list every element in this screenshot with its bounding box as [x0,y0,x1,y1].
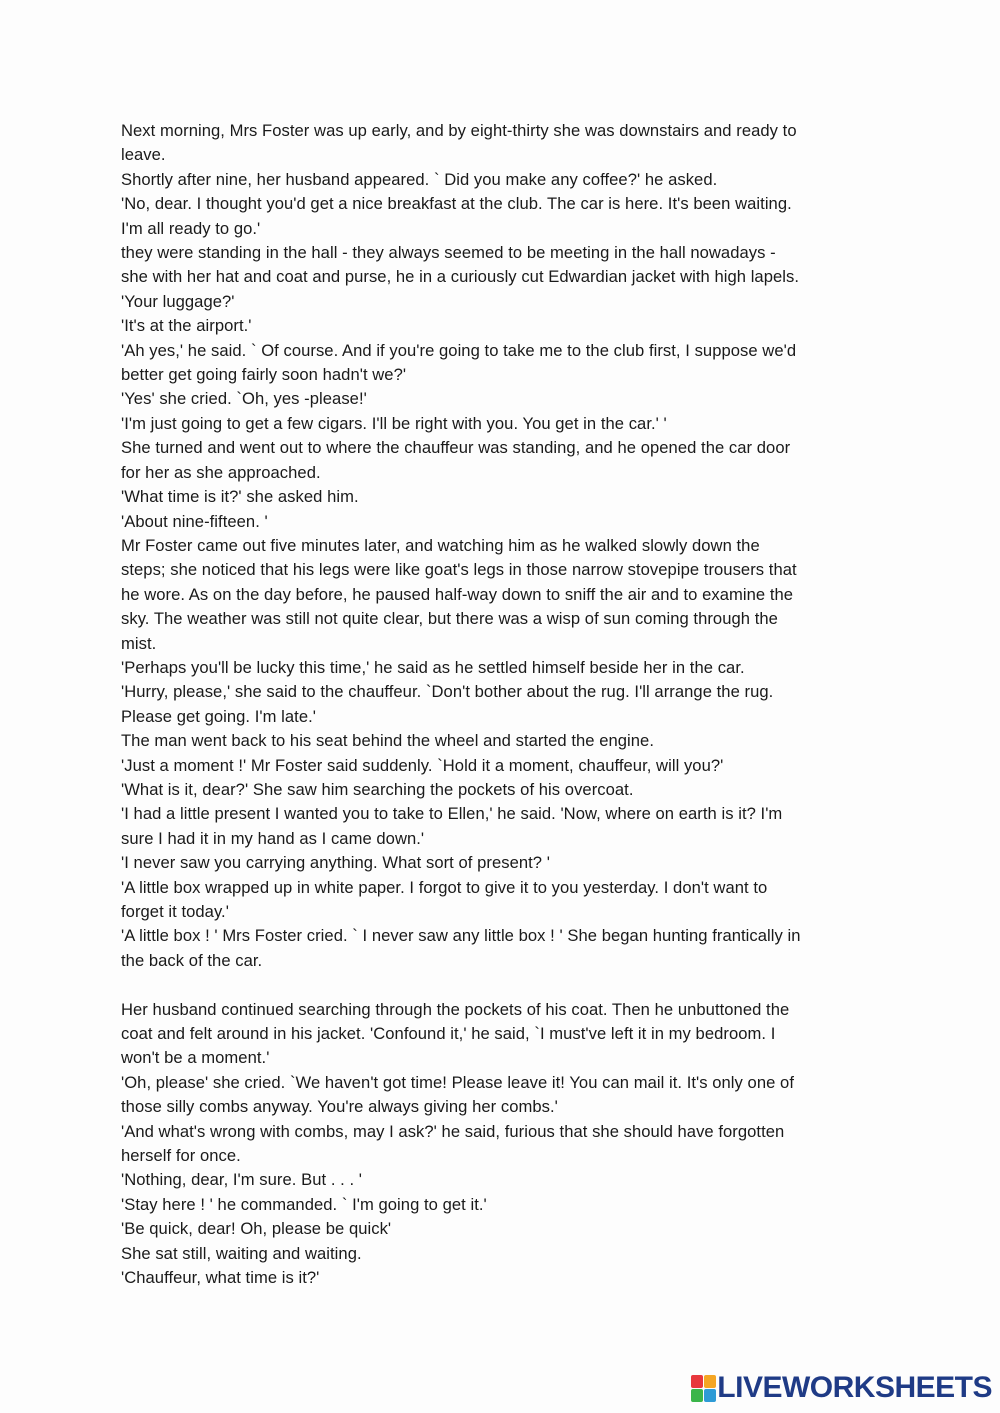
text-line: I'm all ready to go.' [121,218,261,238]
text-line: 'I'm just going to get a few cigars. I'll be right with you. You get in the car.' ' [121,413,667,433]
logo-square-blue [704,1389,716,1402]
text-line: 'And what's wrong with combs, may I ask?' he said, furious that she should have forgotten [121,1121,785,1141]
text-line: Mr Foster came out five minutes later, and watching him as he walked slowly down the [121,535,760,555]
text-line: she with her hat and coat and purse, he in a curiously cut Edwardian jacket with high lapels. [121,267,800,287]
text-line: 'Hurry, please,' she said to the chauffeur. `Don't bother about the rug. I'll arrange the rug. [121,682,774,702]
text-line: Next morning, Mrs Foster was up early, and by eight-thirty she was downstairs and ready to [121,121,797,140]
logo-square-green [691,1389,703,1402]
text-line: The man went back to his seat behind the wheel and started the engine. [121,731,655,751]
text-line: Her husband continued searching through the pockets of his coat. Then he unbuttoned the [121,999,790,1019]
text-line: 'A little box ! ' Mrs Foster cried. ` I never saw any little box ! ' She began hunting frantically in [121,926,801,946]
liveworksheets-wordmark: LIVEWORKSHEETS [717,1371,992,1404]
text-line: 'Ah yes,' he said. ` Of course. And if you're going to take me to the club first, I suppose we'd [121,340,797,360]
text-line: 'Nothing, dear, I'm sure. But . . . ' [121,1170,363,1190]
text-line: 'What time is it?' she asked him. [121,487,359,507]
text-line: the back of the car. [121,950,263,970]
text-line [121,973,881,997]
logo-square-red [691,1375,703,1388]
text-line: 'Your luggage?' [121,291,235,311]
text-line: those silly combs anyway. You're always giving her combs.' [121,1097,558,1117]
story-text [121,119,881,1290]
text-line: steps; she noticed that his legs were like goat's legs in those narrow stovepipe trousers that [121,560,797,580]
text-line: 'No, dear. I thought you'd get a nice breakfast at the club. The car is here. It's been waiting. [121,194,792,214]
text-line: 'Perhaps you'll be lucky this time,' he said as he settled himself beside her in the car. [121,657,745,677]
text-line: 'What is it, dear?' She saw him searching the pockets of his overcoat. [121,779,634,799]
text-line: 'About nine-fifteen. ' [121,511,268,531]
text-line: coat and felt around in his jacket. 'Confound it,' he said, `I must've left it in my bedroom. I [121,1024,776,1044]
text-line: 'I never saw you carrying anything. What sort of present? ' [121,853,550,873]
text-line: won't be a moment.' [121,1048,270,1068]
text-line: mist. [121,633,157,653]
text-line: sure I had it in my hand as I came down.' [121,828,425,848]
text-line: he wore. As on the day before, he paused half-way down to sniff the air and to examine the [121,584,794,604]
text-line: Please get going. I'm late.' [121,706,316,726]
text-line: 'Stay here ! ' he commanded. ` I'm going to get it.' [121,1194,487,1214]
text-line: better get going fairly soon hadn't we?' [121,365,407,385]
text-line: for her as she approached. [121,462,321,482]
text-line: they were standing in the hall - they always seemed to be meeting in the hall nowadays - [121,243,776,263]
text-line: She sat still, waiting and waiting. [121,1243,362,1263]
text-line: 'Chauffeur, what time is it?' [121,1268,320,1288]
text-line: forget it today.' [121,902,229,921]
text-line: 'Be quick, dear! Oh, please be quick' [121,1219,392,1239]
logo-square-orange [704,1375,716,1388]
text-line: sky. The weather was still not quite clear, but there was a wisp of sun coming through the [121,609,778,629]
text-line: Shortly after nine, her husband appeared. ` Did you make any coffee?' he asked. [121,169,718,189]
text-line: 'Just a moment !' Mr Foster said suddenly. `Hold it a moment, chauffeur, will you?' [121,755,724,775]
text-line: 'It's at the airport.' [121,316,252,336]
text-line: herself for once. [121,1146,241,1166]
text-line: 'Oh, please' she cried. `We haven't got time! Please leave it! You can mail it. It's only one of [121,1072,794,1092]
liveworksheets-logo-icon [691,1375,715,1401]
text-line: 'Yes' she cried. `Oh, yes -please!' [121,389,367,409]
liveworksheets-brand [691,1371,992,1405]
text-line: 'I had a little present I wanted you to take to Ellen,' he said. 'Now, where on earth is it? I'm [121,804,783,824]
text-line: leave. [121,145,166,165]
text-line: She turned and went out to where the chauffeur was standing, and he opened the car door [121,438,791,458]
text-line: 'A little box wrapped up in white paper. I forgot to give it to you yesterday. I don't want to [121,877,768,897]
